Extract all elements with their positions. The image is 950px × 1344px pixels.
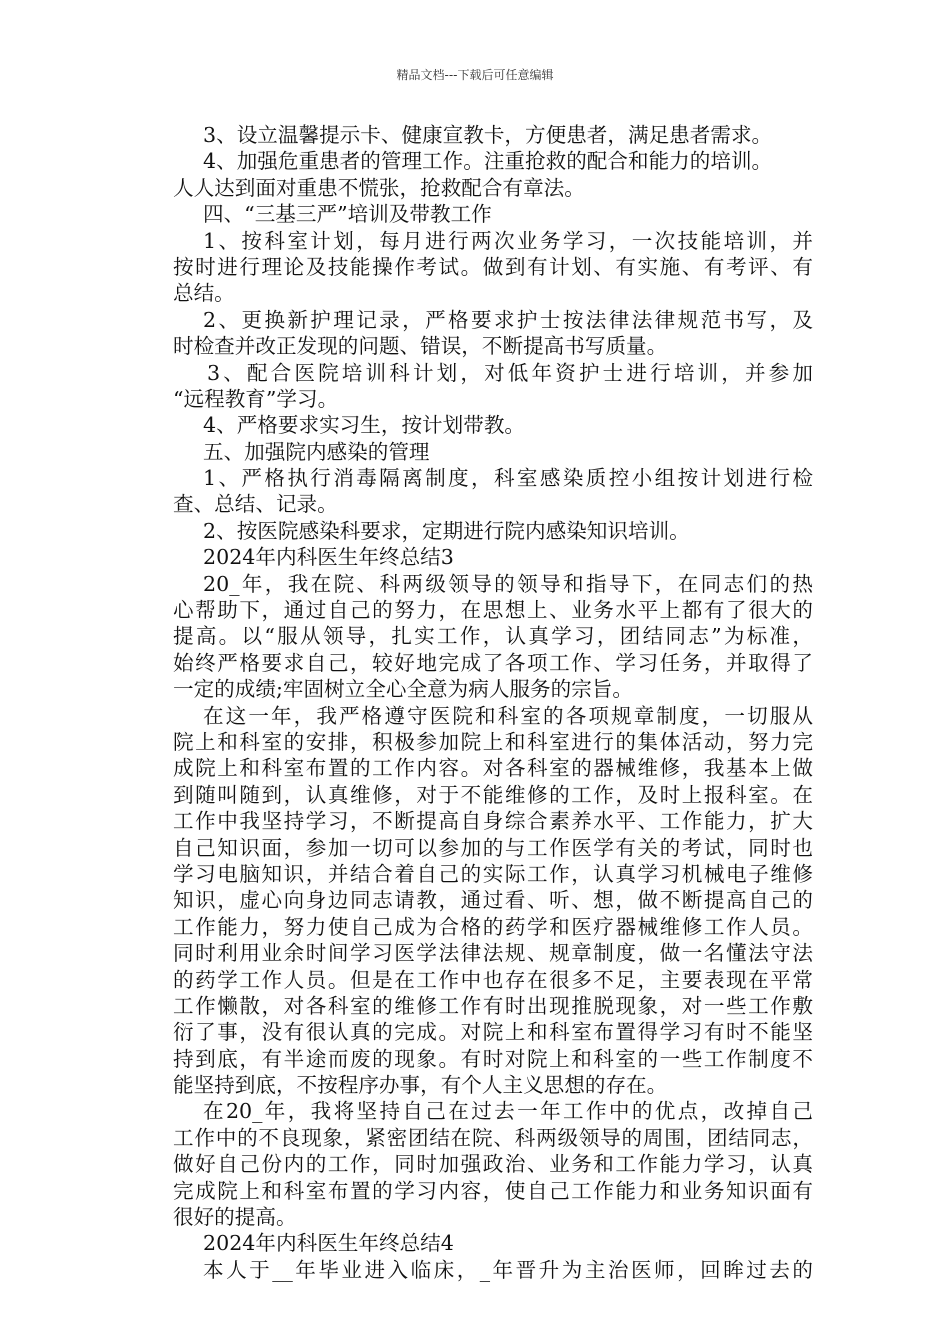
paragraph-line: 做好自己份内的工作，同时加强政治、业务和工作能力学习，认真 bbox=[173, 1152, 813, 1177]
paragraph-line: 3、配合医院培训科计划，对低年资护士进行培训，并参加 bbox=[207, 360, 813, 385]
paragraph-line: 衍了事，没有很认真的完成。对院上和科室布置得学习有时不能坚 bbox=[173, 1020, 813, 1045]
paragraph-line: 4、严格要求实习生，按计划带教。 bbox=[203, 413, 526, 438]
paragraph-line: 自己知识面，参加一切可以参加的与工作医学有关的考试，同时也 bbox=[173, 835, 813, 860]
section-heading: 五、加强院内感染的管理 bbox=[203, 439, 430, 464]
paragraph-line: 工作中我坚持学习，不断提高自身综合素养水平、工作能力，扩大 bbox=[173, 809, 813, 834]
paragraph-line: 人人达到面对重患不慌张，抢救配合有章法。 bbox=[173, 175, 585, 200]
section-title: 2024年内科医生年终总结4 bbox=[203, 1231, 454, 1256]
paragraph-line: 3、设立温馨提示卡、健康宣教卡，方便患者，满足患者需求。 bbox=[203, 123, 773, 147]
paragraph-line: 完成院上和科室布置的学习内容，使自己工作能力和业务知识面有 bbox=[173, 1178, 813, 1203]
paragraph-line: 工作能力，努力使自己成为合格的药学和医疗器械维修工作人员。 bbox=[173, 914, 813, 939]
paragraph-line: 查、总结、记录。 bbox=[173, 492, 338, 517]
paragraph-line: 知识，虚心向身边同志请教，通过看、听、想，做不断提高自己的 bbox=[173, 888, 813, 913]
paragraph-line: 很好的提高。 bbox=[173, 1205, 297, 1230]
paragraph-line: 20_年，我在院、科两级领导的领导和指导下，在同志们的热 bbox=[203, 571, 813, 596]
paragraph-line: 的药学工作人员。但是在工作中也存在很多不足，主要表现在平常 bbox=[173, 967, 813, 992]
paragraph-line: 2、更换新护理记录，严格要求护士按法律法律规范书写，及 bbox=[203, 307, 813, 332]
paragraph-line: 工作中的不良现象，紧密团结在院、科两级领导的周围，团结同志， bbox=[173, 1125, 813, 1150]
paragraph-line: 1、严格执行消毒隔离制度，科室感染质控小组按计划进行检 bbox=[203, 466, 813, 491]
paragraph-line: 时检查并改正发现的问题、错误，不断提高书写质量。 bbox=[173, 334, 668, 359]
paragraph-line: 1、按科室计划，每月进行两次业务学习，一次技能培训，并 bbox=[203, 228, 813, 253]
paragraph-line: 一定的成绩;牢固树立全心全意为病人服务的宗旨。 bbox=[173, 677, 633, 702]
paragraph-line: 在这一年，我严格遵守医院和科室的各项规章制度，一切服从 bbox=[203, 703, 813, 728]
paragraph-line: 院上和科室的安排，积极参加院上和科室进行的集体活动，努力完 bbox=[173, 729, 813, 754]
paragraph-line: 2、按医院感染科要求，定期进行院内感染知识培训。 bbox=[203, 518, 690, 543]
paragraph-line: 学习电脑知识，并结合着自己的实际工作，认真学习机械电子维修 bbox=[173, 861, 813, 886]
paragraph-line: 工作懒散，对各科室的维修工作有时出现推脱现象，对一些工作敷 bbox=[173, 993, 813, 1018]
paragraph-line: 按时进行理论及技能操作考试。做到有计划、有实施、有考评、有 bbox=[173, 254, 813, 279]
paragraph-line: 本人于__年毕业进入临床，_年晋升为主治医师，回眸过去的 bbox=[203, 1257, 813, 1282]
paragraph-line: 能坚持到底，不按程序办事，有个人主义思想的存在。 bbox=[173, 1073, 668, 1098]
paragraph-line: 始终严格要求自己，较好地完成了各项工作、学习任务，并取得了 bbox=[173, 650, 813, 675]
paragraph-line: 成院上和科室布置的工作内容。对各科室的器械维修，我基本上做 bbox=[173, 756, 813, 781]
document-body bbox=[173, 122, 813, 1283]
paragraph-line: 提高。以“服从领导，扎实工作，认真学习，团结同志”为标准， bbox=[173, 624, 813, 649]
paragraph-line: 持到底，有半途而废的现象。有时对院上和科室的一些工作制度不 bbox=[173, 1046, 813, 1071]
paragraph-line: 到随叫随到，认真维修，对于不能维修的工作，及时上报科室。在 bbox=[173, 782, 813, 807]
paragraph-line: 总结。 bbox=[173, 281, 235, 306]
paragraph-line: 4、加强危重患者的管理工作。注重抢救的配合和能力的培训。 bbox=[203, 149, 773, 174]
paragraph-line: “远程教育”学习。 bbox=[173, 386, 339, 411]
section-title: 2024年内科医生年终总结3 bbox=[203, 545, 454, 570]
page-header: 精品文档---下载后可任意编辑 bbox=[396, 68, 554, 82]
paragraph-line: 同时利用业余时间学习医学法律法规、规章制度，做一名懂法守法 bbox=[173, 941, 813, 966]
paragraph-line: 心帮助下，通过自己的努力，在思想上、业务水平上都有了很大的 bbox=[173, 598, 813, 623]
section-heading: 四、“三基三严”培训及带教工作 bbox=[203, 202, 492, 227]
paragraph-line: 在20_年，我将坚持自己在过去一年工作中的优点，改掉自己 bbox=[203, 1099, 813, 1124]
